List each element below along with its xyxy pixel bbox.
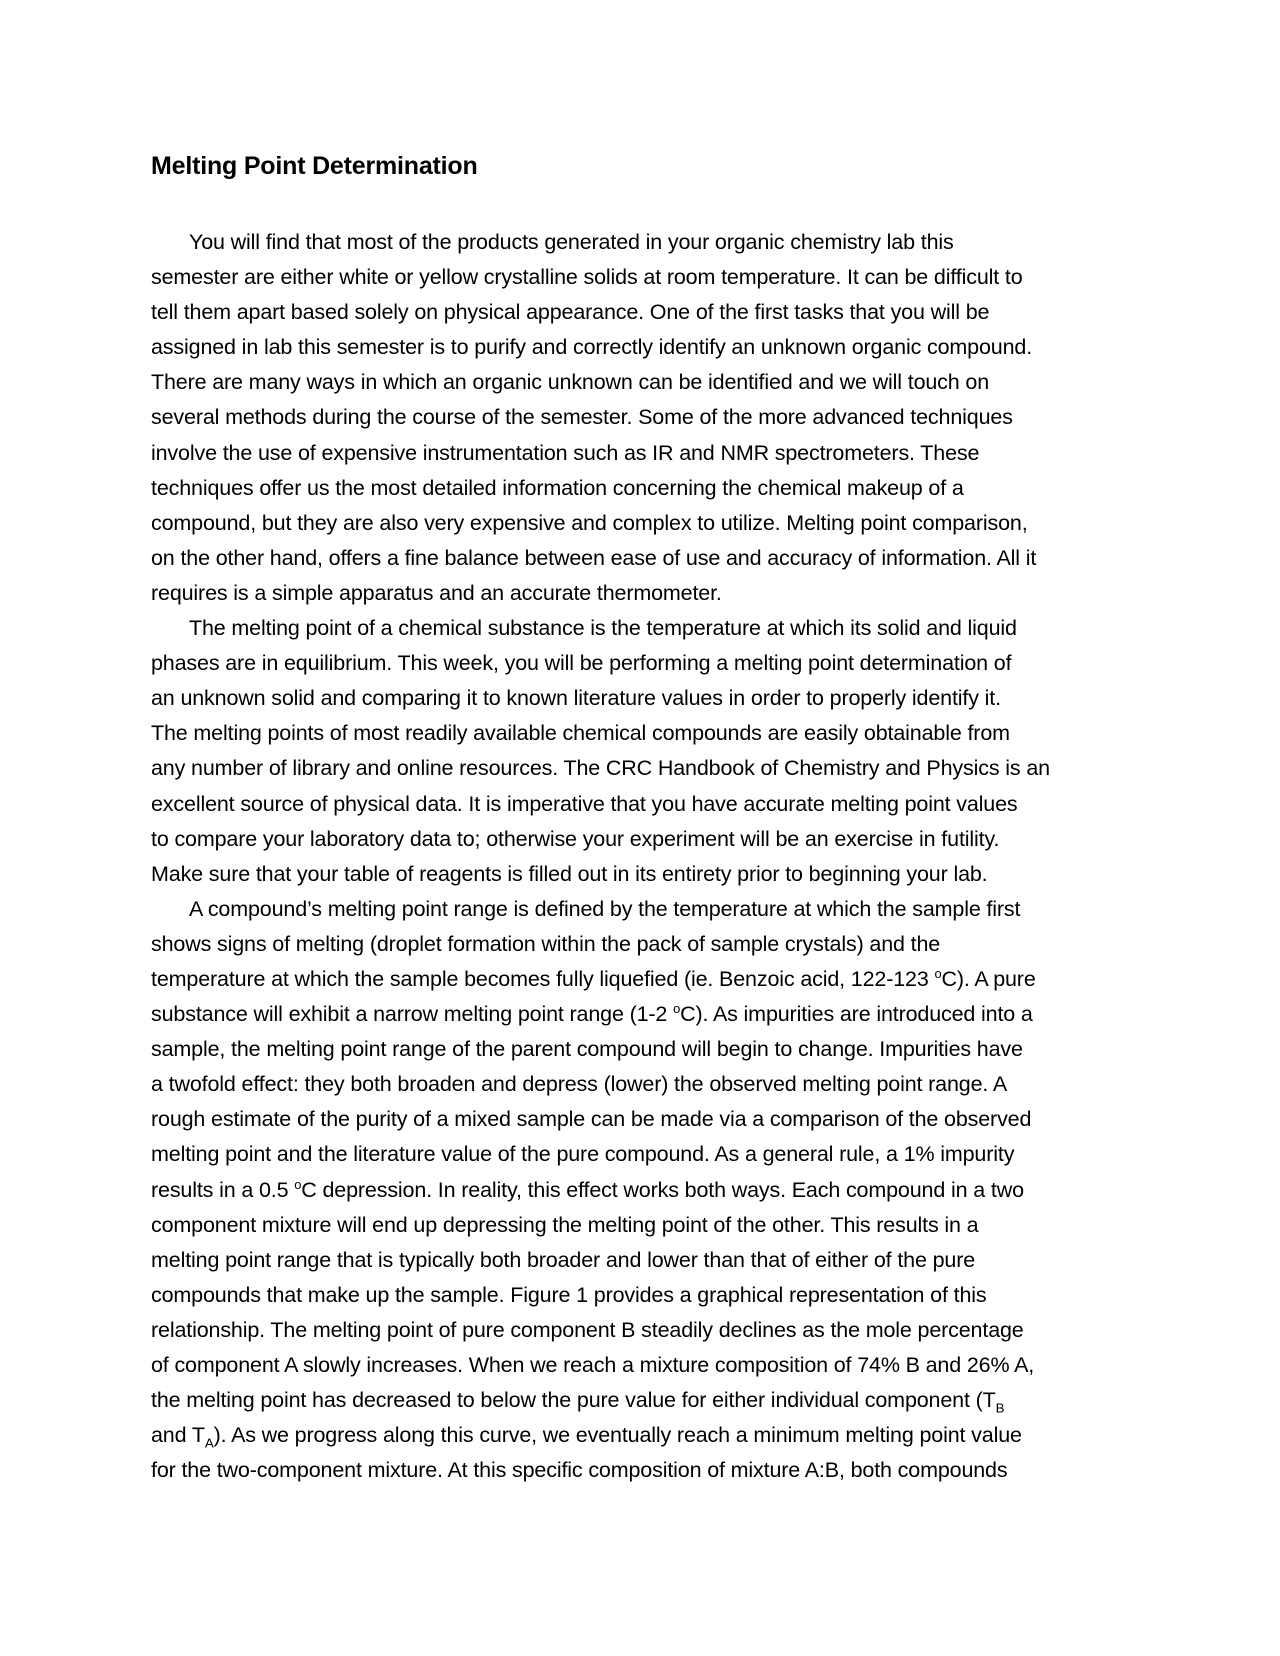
text-line: relationship. The melting point of pure component B steadily declines as the mole percentage [151, 1317, 1024, 1342]
text-line: of component A slowly increases. When we reach a mixture composition of 74% B and 26% A, [151, 1353, 1035, 1377]
text-segment: and T [151, 1423, 205, 1448]
text-segment: the melting point has decreased to below the pure value for either individual component (T [151, 1388, 996, 1413]
text-line: techniques offer us the most detailed information concerning the chemical makeup of a [151, 475, 964, 500]
text-segment: ). As we progress along this curve, we eventually reach a minimum melting point value [213, 1423, 1022, 1448]
text-line: an unknown solid and comparing it to known literature values in order to properly identify it. [151, 686, 1001, 711]
text-line: any number of library and online resources. The CRC Handbook of Chemistry and Physics is an [151, 756, 1050, 781]
text-line: The melting points of most readily available chemical compounds are easily obtainable from [151, 721, 1010, 746]
page-title: Melting Point Determination [151, 152, 478, 180]
text-line [151, 1418, 1136, 1453]
subscript-a: A [204, 1435, 214, 1451]
text-line: requires is a simple apparatus and an accurate thermometer. [151, 580, 722, 605]
text-line: rough estimate of the purity of a mixed sample can be made via a comparison of the observed [151, 1107, 1032, 1132]
text-line: a twofold effect: they both broaden and depress (lower) the observed melting point range. A [151, 1072, 1008, 1097]
text-segment: results in a 0.5 [151, 1177, 295, 1202]
text-line: semester are either white or yellow crystalline solids at room temperature. It can be difficult to [151, 265, 1023, 290]
document-body [151, 225, 1136, 1488]
degree-superscript: o [934, 965, 942, 981]
text-line: for the two-component mixture. At this specific composition of mixture A:B, both compounds [151, 1458, 1008, 1483]
text-segment: C). As impurities are introduced into a [680, 1002, 1033, 1027]
text-line: Make sure that your table of reagents is filled out in its entirety prior to beginning your lab. [151, 861, 988, 886]
text-line: phases are in equilibrium. This week, you will be performing a melting point determination of [151, 651, 1012, 676]
text-line: melting point range that is typically both broader and lower than that of either of the pure [151, 1247, 976, 1272]
text-line: involve the use of expensive instrumentation such as IR and NMR spectrometers. These [151, 440, 980, 465]
text-line: compound, but they are also very expensive and complex to utilize. Melting point comparison, [151, 510, 1028, 535]
subscript-b: B [995, 1400, 1005, 1416]
text-line: to compare your laboratory data to; otherwise your experiment will be an exercise in futility. [151, 826, 1000, 851]
text-line: on the other hand, offers a fine balance between ease of use and accuracy of information. All it [151, 545, 1037, 570]
text-line: shows signs of melting (droplet formation within the pack of sample crystals) and the [151, 931, 941, 956]
text-line: The melting point of a chemical substance is the temperature at which its solid and liquid [189, 616, 1017, 641]
text-line [151, 962, 1136, 997]
text-line [151, 1173, 1136, 1208]
text-line: several methods during the course of the semester. Some of the more advanced techniques [151, 405, 1013, 430]
text-line: component mixture will end up depressing the melting point of the other. This results in a [151, 1212, 979, 1237]
text-line: There are many ways in which an organic unknown can be identified and we will touch on [151, 370, 990, 395]
text-segment: temperature at which the sample becomes fully liquefied (ie. Benzoic acid, 122-123 [151, 966, 935, 991]
text-line [151, 1383, 1136, 1418]
text-segment: C depression. In reality, this effect works both ways. Each compound in a two [301, 1177, 1024, 1202]
text-segment: C). A pure [941, 966, 1036, 991]
text-segment: substance will exhibit a narrow melting point range (1-2 [151, 1002, 674, 1027]
text-line: You will find that most of the products generated in your organic chemistry lab this [189, 230, 954, 254]
text-line: tell them apart based solely on physical appearance. One of the first tasks that you will be [151, 300, 990, 325]
text-line: A compound’s melting point range is defined by the temperature at which the sample first [189, 896, 1021, 921]
text-line: sample, the melting point range of the parent compound will begin to change. Impurities have [151, 1037, 1023, 1062]
text-line [151, 997, 1136, 1032]
degree-superscript: o [294, 1176, 302, 1192]
text-line: assigned in lab this semester is to purify and correctly identify an unknown organic compound. [151, 335, 1033, 360]
text-line: excellent source of physical data. It is imperative that you have accurate melting point values [151, 791, 1018, 816]
text-line: compounds that make up the sample. Figure 1 provides a graphical representation of this [151, 1282, 987, 1307]
degree-superscript: o [673, 1000, 681, 1016]
text-line: melting point and the literature value of the pure compound. As a general rule, a 1% impurity [151, 1142, 1015, 1167]
